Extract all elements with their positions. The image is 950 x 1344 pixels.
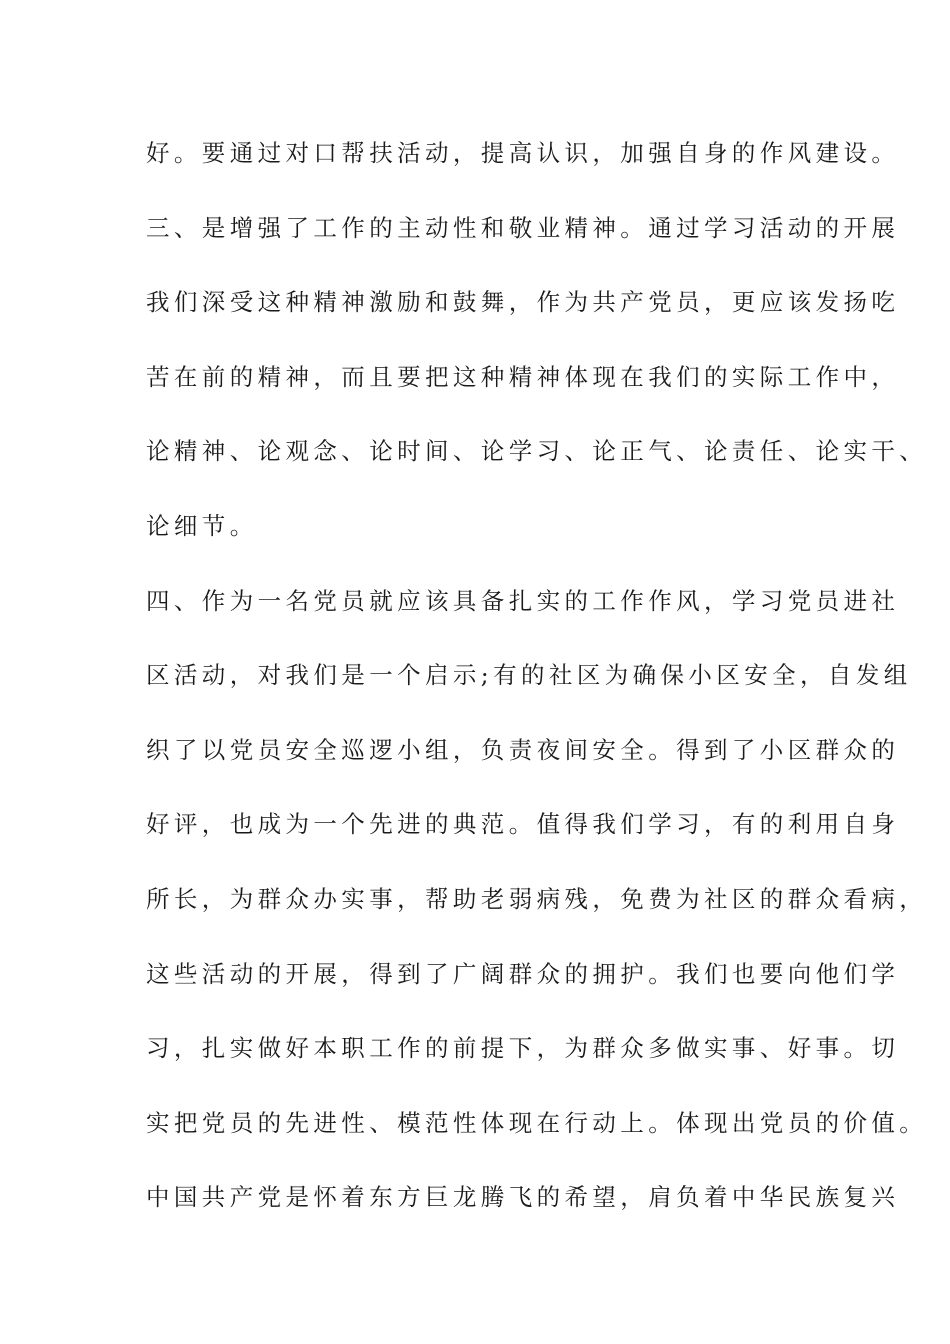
text-line: 好。要通过对口帮扶活动，提高认识，加强自身的作风建设。 [146,139,900,167]
text-line: 中国共产党是怀着东方巨龙腾飞的希望，肩负着中华民族复兴 [146,1183,900,1212]
text-line: 实把党员的先进性、模范性体现在行动上。体现出党员的价值。 [146,1108,928,1137]
text-line: 好评，也成为一个先进的典范。值得我们学习，有的利用自身 [146,810,900,839]
text-line: 论精神、论观念、论时间、论学习、论正气、论责任、论实干、 [146,437,928,466]
text-line: 论细节。 [146,511,258,540]
text-line: 我们深受这种精神激励和鼓舞，作为共产党员，更应该发扬吃 [146,288,900,317]
text-line: 苦在前的精神，而且要把这种精神体现在我们的实际工作中， [146,362,900,391]
text-line: 这些活动的开展，得到了广阔群众的拥护。我们也要向他们学 [146,959,900,988]
body-text [146,131,928,1250]
text-line: 习，扎实做好本职工作的前提下，为群众多做实事、好事。切 [146,1034,900,1063]
text-line: 四、作为一名党员就应该具备扎实的工作作风，学习党员进社 [146,586,900,615]
text-line: 区活动，对我们是一个启示;有的社区为确保小区安全，自发组 [146,661,912,690]
text-line: 所长，为群众办实事，帮助老弱病残，免费为社区的群众看病， [146,884,928,913]
text-line: 织了以党员安全巡逻小组，负责夜间安全。得到了小区群众的 [146,735,900,764]
text-line: 三、是增强了工作的主动性和敬业精神。通过学习活动的开展 [146,213,900,242]
